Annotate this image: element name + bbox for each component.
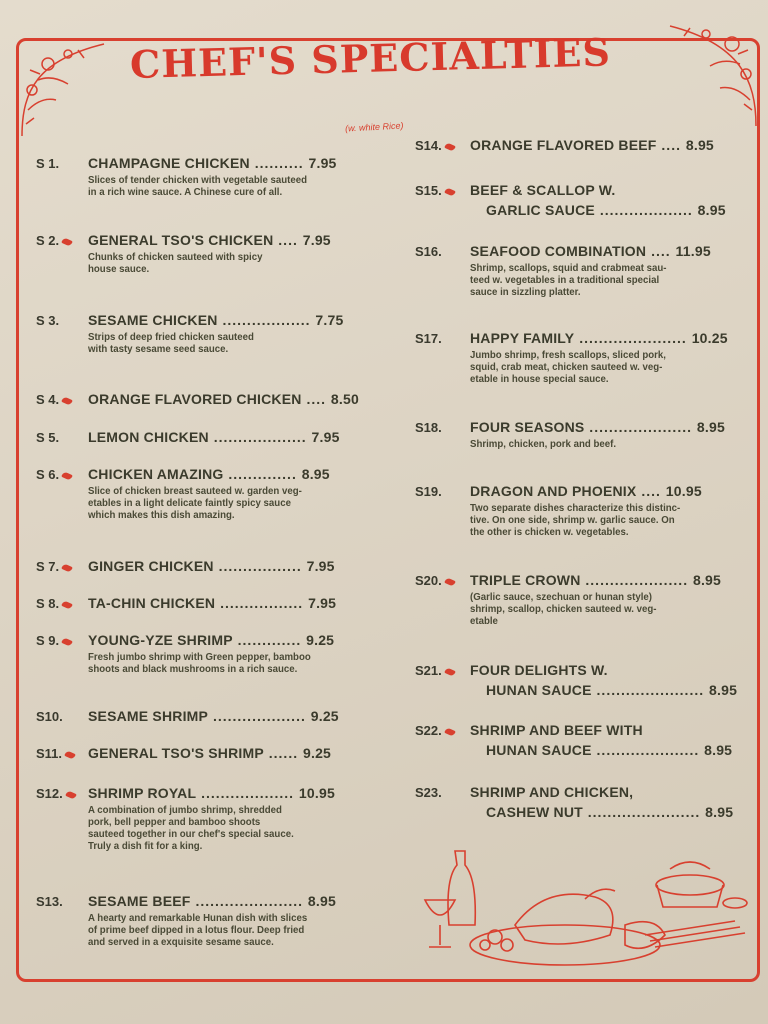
item-price: 8.95 bbox=[709, 682, 738, 698]
leader-dots: ..................... bbox=[580, 572, 693, 588]
item-description bbox=[88, 331, 323, 355]
item-description-line: in a rich wine sauce. A Chinese cure of all. bbox=[88, 186, 283, 198]
item-name-line bbox=[88, 391, 359, 407]
item-code bbox=[415, 785, 442, 800]
leader-dots: .... bbox=[646, 243, 676, 259]
item-name: DRAGON AND PHOENIX bbox=[470, 483, 637, 499]
item-description bbox=[88, 804, 315, 852]
item-code bbox=[415, 331, 442, 346]
item-description bbox=[470, 349, 707, 385]
item-description-line: teed w. vegetables in a traditional special bbox=[470, 274, 660, 286]
item-name-line bbox=[486, 202, 726, 218]
hot-pepper-icon bbox=[444, 142, 456, 152]
item-name-line bbox=[470, 419, 725, 435]
hot-pepper-icon bbox=[61, 637, 73, 647]
leader-dots: ............. bbox=[232, 632, 307, 648]
item-name-line bbox=[88, 558, 335, 574]
item-code-label: S12. bbox=[36, 786, 63, 801]
food-illustration-icon bbox=[415, 845, 760, 975]
item-name: ORANGE FLAVORED CHICKEN bbox=[88, 391, 302, 407]
leader-dots: ................. bbox=[213, 558, 307, 574]
item-code-label: S14. bbox=[415, 138, 442, 153]
item-code-label: S 6. bbox=[36, 467, 60, 482]
item-description bbox=[88, 651, 314, 675]
item-description-line: pork, bell pepper and bamboo shoots bbox=[88, 816, 261, 828]
item-name: TA-CHIN CHICKEN bbox=[88, 595, 216, 611]
item-price: 8.95 bbox=[685, 137, 714, 153]
item-name-line bbox=[88, 785, 335, 801]
item-description-line: sauce in sizzling platter. bbox=[470, 286, 581, 298]
item-name: BEEF & SCALLOP W. bbox=[470, 182, 616, 198]
item-code bbox=[36, 894, 63, 909]
hot-pepper-icon bbox=[61, 471, 73, 481]
item-code-label: S15. bbox=[415, 183, 442, 198]
item-name-line bbox=[88, 429, 340, 445]
item-description-line: which makes this dish amazing. bbox=[88, 509, 235, 521]
page-title: CHEF'S SPECIALTIES bbox=[129, 29, 612, 87]
item-name: SESAME CHICKEN bbox=[88, 312, 218, 328]
item-description bbox=[470, 262, 692, 298]
item-name: GINGER CHICKEN bbox=[88, 558, 214, 574]
item-code-label: S11. bbox=[36, 746, 63, 761]
item-code bbox=[415, 183, 455, 198]
item-description-line: Strips of deep fried chicken sauteed bbox=[88, 331, 254, 343]
item-name-line bbox=[88, 595, 336, 611]
item-price: 8.95 bbox=[697, 202, 726, 218]
item-description bbox=[88, 251, 311, 275]
leader-dots: .... bbox=[656, 137, 686, 153]
leader-dots: .......... bbox=[249, 155, 309, 171]
item-name-line bbox=[486, 804, 733, 820]
item-code bbox=[36, 313, 59, 328]
item-price: 8.95 bbox=[705, 804, 734, 820]
item-description-line: Two separate dishes characterize this distinc- bbox=[470, 502, 681, 514]
item-code-label: S16. bbox=[415, 244, 442, 259]
item-description-line: Slice of chicken breast sauteed w. garden veg- bbox=[88, 485, 302, 497]
item-price: 8.95 bbox=[704, 742, 733, 758]
item-description bbox=[88, 912, 316, 948]
item-name: GENERAL TSO'S SHRIMP bbox=[88, 745, 264, 761]
leader-dots: ................... bbox=[594, 202, 698, 218]
item-code-label: S 8. bbox=[36, 596, 60, 611]
item-name-continued: HUNAN SAUCE bbox=[486, 742, 592, 758]
item-description-line: etable bbox=[470, 615, 498, 627]
floral-corner-right-icon bbox=[660, 20, 760, 130]
item-price: 7.95 bbox=[308, 595, 337, 611]
item-name: CHICKEN AMAZING bbox=[88, 466, 224, 482]
item-name-line bbox=[470, 330, 728, 346]
item-code bbox=[36, 786, 76, 801]
item-name: FOUR SEASONS bbox=[470, 419, 585, 435]
item-code bbox=[36, 430, 59, 445]
item-name: SESAME BEEF bbox=[88, 893, 191, 909]
item-code-label: S18. bbox=[415, 420, 442, 435]
item-description-line: etables in a light delicate faintly spicy sauce bbox=[88, 497, 291, 509]
item-description-line: tive. On one side, shrimp w. garlic sauce. On bbox=[470, 514, 675, 526]
item-name-line bbox=[470, 722, 732, 738]
item-description-line: of prime beef dipped in a lotus flour. Deep fried bbox=[88, 924, 305, 936]
item-name: SHRIMP ROYAL bbox=[88, 785, 197, 801]
item-description-line: Truly a dish fit for a king. bbox=[88, 840, 203, 852]
item-name-line bbox=[470, 483, 702, 499]
item-code bbox=[36, 233, 72, 248]
item-code-label: S13. bbox=[36, 894, 63, 909]
leader-dots: ................... bbox=[196, 785, 299, 801]
item-description-line: (Garlic sauce, szechuan or hunan style) bbox=[470, 591, 653, 603]
item-name: SESAME SHRIMP bbox=[88, 708, 209, 724]
item-description bbox=[470, 438, 705, 450]
leader-dots: ...... bbox=[263, 745, 303, 761]
hot-pepper-icon bbox=[61, 237, 73, 247]
item-price: 10.25 bbox=[691, 330, 728, 346]
item-price: 7.95 bbox=[306, 558, 335, 574]
hot-pepper-icon bbox=[64, 750, 76, 760]
item-description-line: house sauce. bbox=[88, 263, 150, 275]
floral-corner-left-icon bbox=[18, 40, 108, 140]
item-price: 10.95 bbox=[298, 785, 335, 801]
leader-dots: ................... bbox=[208, 708, 311, 724]
leader-dots: .... bbox=[636, 483, 666, 499]
item-code-label: S10. bbox=[36, 709, 63, 724]
hot-pepper-icon bbox=[444, 667, 456, 677]
item-name: SEAFOOD COMBINATION bbox=[470, 243, 647, 259]
item-price: 9.25 bbox=[310, 708, 339, 724]
item-code bbox=[415, 573, 455, 588]
hot-pepper-icon bbox=[61, 563, 73, 573]
item-name-line bbox=[486, 682, 737, 698]
item-description bbox=[88, 174, 317, 198]
item-description-line: A combination of jumbo shrimp, shredded bbox=[88, 804, 282, 816]
item-name-continued: GARLIC SAUCE bbox=[486, 202, 595, 218]
item-name-continued: HUNAN SAUCE bbox=[486, 682, 592, 698]
item-description-line: sauteed together in our chef's special sauce. bbox=[88, 828, 294, 840]
item-price: 9.25 bbox=[306, 632, 335, 648]
item-name-line bbox=[88, 632, 334, 648]
leader-dots: .................. bbox=[217, 312, 316, 328]
item-description-line: Slices of tender chicken with vegetable sauteed bbox=[88, 174, 308, 186]
item-name-line bbox=[88, 312, 343, 328]
item-code bbox=[36, 596, 72, 611]
item-description-line: squid, crab meat, chicken sauteed w. veg- bbox=[470, 361, 663, 373]
hot-pepper-icon bbox=[444, 187, 456, 197]
hot-pepper-icon bbox=[61, 396, 73, 406]
item-price: 10.95 bbox=[665, 483, 702, 499]
item-price: 8.95 bbox=[301, 466, 330, 482]
hot-pepper-icon bbox=[65, 790, 77, 800]
item-description-line: Fresh jumbo shrimp with Green pepper, bamboo bbox=[88, 651, 311, 663]
item-code bbox=[415, 663, 455, 678]
item-code bbox=[36, 559, 72, 574]
item-code bbox=[36, 467, 72, 482]
leader-dots: .............. bbox=[223, 466, 302, 482]
item-code-label: S 4. bbox=[36, 392, 60, 407]
item-code-label: S20. bbox=[415, 573, 442, 588]
item-description bbox=[470, 502, 683, 538]
item-code-label: S17. bbox=[415, 331, 442, 346]
item-code-label: S 2. bbox=[36, 233, 60, 248]
leader-dots: ...................... bbox=[591, 682, 710, 698]
leader-dots: ................... bbox=[208, 429, 312, 445]
item-code-label: S23. bbox=[415, 785, 442, 800]
item-code bbox=[415, 420, 442, 435]
item-name-line bbox=[470, 243, 711, 259]
item-code bbox=[415, 484, 442, 499]
item-code bbox=[415, 244, 442, 259]
item-code bbox=[415, 723, 455, 738]
item-description-line: shoots and black mushrooms in a rich sauce. bbox=[88, 663, 298, 675]
item-price: 7.95 bbox=[302, 232, 331, 248]
item-code-label: S 1. bbox=[36, 156, 60, 171]
item-code bbox=[36, 156, 59, 171]
item-description-line: A hearty and remarkable Hunan dish with slices bbox=[88, 912, 308, 924]
item-name: FOUR DELIGHTS W. bbox=[470, 662, 608, 678]
item-name-line bbox=[486, 742, 732, 758]
item-description-line: Shrimp, scallops, squid and crabmeat sau- bbox=[470, 262, 667, 274]
item-code-label: S22. bbox=[415, 723, 442, 738]
item-name: TRIPLE CROWN bbox=[470, 572, 581, 588]
item-name: SHRIMP AND CHICKEN, bbox=[470, 784, 634, 800]
item-code bbox=[36, 746, 75, 761]
item-name: GENERAL TSO'S CHICKEN bbox=[88, 232, 274, 248]
leader-dots: .... bbox=[301, 391, 331, 407]
item-price: 7.95 bbox=[308, 155, 337, 171]
item-name-line bbox=[470, 137, 714, 153]
item-code-label: S 5. bbox=[36, 430, 60, 445]
item-name: LEMON CHICKEN bbox=[88, 429, 209, 445]
item-description-line: and served in a exquisite sesame sauce. bbox=[88, 936, 274, 948]
item-name-line bbox=[470, 662, 737, 678]
item-price: 8.50 bbox=[330, 391, 359, 407]
leader-dots: ...................... bbox=[574, 330, 692, 346]
item-code-label: S19. bbox=[415, 484, 442, 499]
item-code bbox=[36, 392, 72, 407]
item-name: CHAMPAGNE CHICKEN bbox=[88, 155, 250, 171]
item-price: 8.95 bbox=[692, 572, 722, 588]
item-description-line: the other is chicken w. vegetables. bbox=[470, 526, 629, 538]
leader-dots: ................. bbox=[215, 595, 309, 611]
leader-dots: ....................... bbox=[582, 804, 706, 820]
item-name-line bbox=[88, 893, 336, 909]
item-price: 7.75 bbox=[315, 312, 344, 328]
item-code bbox=[415, 138, 455, 153]
item-price: 9.25 bbox=[303, 745, 332, 761]
rice-note: (w. white Rice) bbox=[344, 120, 404, 134]
item-description-line: with tasty sesame seed sauce. bbox=[88, 343, 229, 355]
item-name-line bbox=[470, 572, 721, 588]
item-name-line bbox=[470, 182, 726, 198]
item-code-label: S 3. bbox=[36, 313, 60, 328]
item-price: 8.95 bbox=[307, 893, 336, 909]
item-description-line: shrimp, scallop, chicken sauteed w. veg- bbox=[470, 603, 657, 615]
item-name-line bbox=[88, 232, 331, 248]
item-code-label: S 7. bbox=[36, 559, 60, 574]
item-code bbox=[36, 633, 72, 648]
item-price: 11.95 bbox=[675, 243, 711, 259]
leader-dots: ..................... bbox=[591, 742, 705, 758]
item-description bbox=[470, 591, 701, 627]
item-description-line: Chunks of chicken sauteed with spicy bbox=[88, 251, 263, 263]
item-name: HAPPY FAMILY bbox=[470, 330, 575, 346]
item-price: 7.95 bbox=[311, 429, 340, 445]
item-name-line bbox=[470, 784, 733, 800]
item-name-line bbox=[88, 745, 331, 761]
item-description-line: Jumbo shrimp, fresh scallops, sliced pork, bbox=[470, 349, 666, 361]
item-name-continued: CASHEW NUT bbox=[486, 804, 583, 820]
item-description-line: etable in house special sauce. bbox=[470, 373, 609, 385]
item-name-line bbox=[88, 708, 339, 724]
leader-dots: ..................... bbox=[584, 419, 697, 435]
item-description-line: Shrimp, chicken, pork and beef. bbox=[470, 438, 617, 450]
item-name-line bbox=[88, 155, 337, 171]
item-name: ORANGE FLAVORED BEEF bbox=[470, 137, 657, 153]
leader-dots: .... bbox=[273, 232, 303, 248]
hot-pepper-icon bbox=[444, 727, 456, 737]
hot-pepper-icon bbox=[444, 577, 456, 587]
item-code bbox=[36, 709, 63, 724]
item-name: YOUNG-YZE SHRIMP bbox=[88, 632, 233, 648]
hot-pepper-icon bbox=[61, 600, 73, 610]
item-name: SHRIMP AND BEEF WITH bbox=[470, 722, 643, 738]
leader-dots: ...................... bbox=[190, 893, 308, 909]
item-code-label: S 9. bbox=[36, 633, 60, 648]
item-description bbox=[88, 485, 310, 521]
item-code-label: S21. bbox=[415, 663, 442, 678]
item-name-line bbox=[88, 466, 330, 482]
item-price: 8.95 bbox=[696, 419, 725, 435]
